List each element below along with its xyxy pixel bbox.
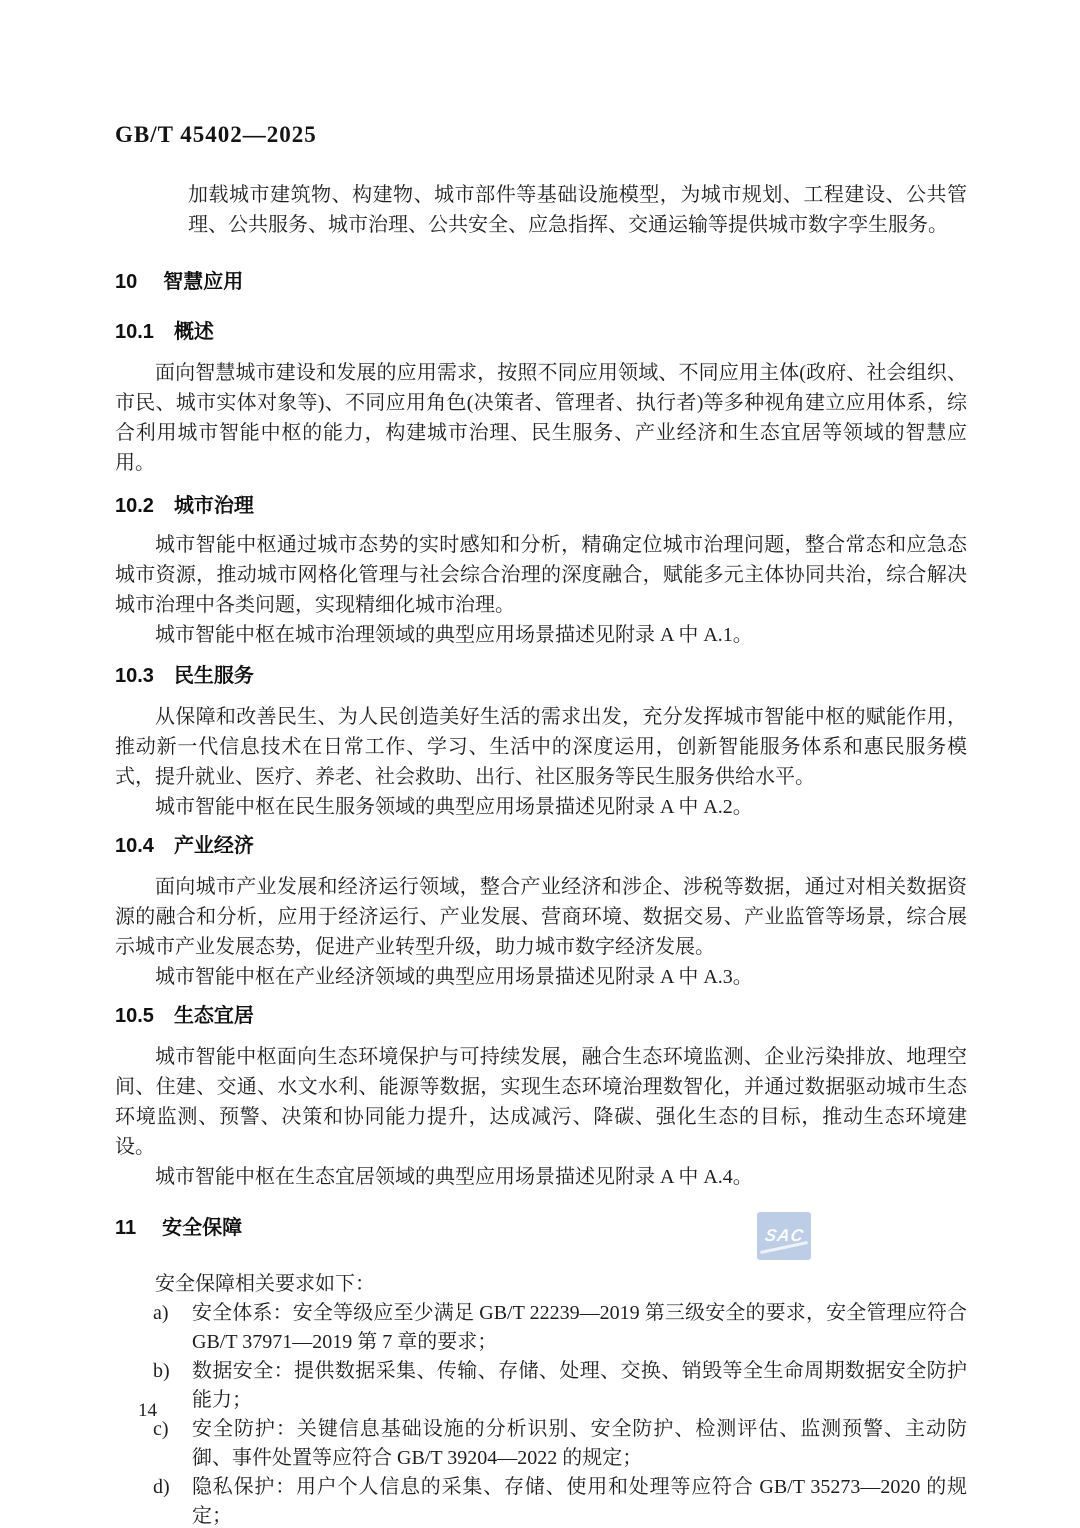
section-10-5-paragraph: 城市智能中枢面向生态环境保护与可持续发展，融合生态环境监测、企业污染排放、地理空间、住建、交通、水文水利、能源等数据，实现生态环境治理数智化，并通过数据驱动城市生态环境监测、预警、决策和协同能力提升，达成减污、降碳、强化生态的目标，推动生态环境建设。 [115,1046,967,1158]
section-10-2-title: 城市治理 [173,495,254,517]
list-item-a [115,1299,967,1357]
chapter-11-title: 安全保障 [162,1217,243,1239]
security-requirements-list [115,1299,967,1528]
section-10-3-paragraph: 从保障和改善民生、为人民创造美好生活的需求出发，充分发挥城市智能中枢的赋能作用，推动新一代信息技术在日常工作、学习、生活中的深度运用，创新智能服务体系和惠民服务模式，提升就业、医疗、养老、社会救助、出行、社区服务等民生服务供给水平。 [115,706,967,788]
list-item-b-text: 数据安全：提供数据采集、传输、存储、处理、交换、销毁等全生命周期数据安全防护能力； [192,1360,967,1411]
page-content [115,0,967,1528]
section-10-4-title: 产业经济 [173,835,254,857]
page-number: 14 [138,1400,157,1421]
list-item-d-text: 隐私保护：用户个人信息的采集、存储、使用和处理等应符合 GB/T 35273—2020 的规定； [192,1476,967,1527]
chapter-11-number: 11 [115,1217,137,1239]
sac-watermark-label: SAC [762,1226,806,1245]
section-10-3-title: 民生服务 [173,665,254,687]
chapter-11-heading [115,1214,967,1242]
section-10-2 [115,492,967,650]
section-10-2-heading [115,492,967,520]
section-10-3-annex-ref: 城市智能中枢在民生服务领域的典型应用场景描述见附录 A 中 A.2。 [155,796,753,818]
list-item-c-text: 安全防护：关键信息基础设施的分析识别、安全防护、检测评估、监测预警、主动防御、事件处置等应符合 GB/T 39204—2022 的规定； [192,1418,967,1469]
section-10-4-paragraph: 面向城市产业发展和经济运行领域，整合产业经济和涉企、涉税等数据，通过对相关数据资源的融合和分析，应用于经济运行、产业发展、营商环境、数据交易、产业监管等场景，综合展示城市产业发展态势，促进产业转型升级，助力城市数字经济发展。 [115,876,967,958]
section-10-3-number: 10.3 [115,665,154,687]
continuation-paragraph: 加载城市建筑物、构建物、城市部件等基础设施模型，为城市规划、工程建设、公共管理、公共服务、城市治理、公共安全、应急指挥、交通运输等提供城市数字孪生服务。 [188,184,967,236]
list-item-c [115,1415,967,1473]
section-10-3 [115,662,967,822]
section-10-1-title: 概述 [173,321,214,343]
security-requirements-lead: 安全保障相关要求如下： [155,1273,375,1295]
section-10-5 [115,1002,967,1192]
section-10-2-number: 10.2 [115,495,154,517]
list-item-a-text: 安全体系：安全等级应至少满足 GB/T 22239—2019 第三级安全的要求，安全管理应符合 GB/T 37971—2019 第 7 章的要求； [192,1302,967,1353]
list-item-d [115,1473,967,1528]
list-item-b [115,1357,967,1415]
section-10-3-heading [115,662,967,690]
list-item-a-marker: a) [153,1302,169,1324]
section-10-4 [115,832,967,992]
section-10-4-annex-ref: 城市智能中枢在产业经济领域的典型应用场景描述见附录 A 中 A.3。 [155,966,753,988]
section-10-5-title: 生态宜居 [173,1005,254,1027]
list-item-d-marker: d) [153,1476,170,1498]
section-10-4-heading [115,832,967,860]
section-10-1-number: 10.1 [115,321,154,343]
chapter-10-heading [115,268,967,296]
standard-code: GB/T 45402—2025 [115,122,317,147]
section-10-1-heading [115,318,967,346]
list-item-b-marker: b) [153,1360,170,1382]
sac-watermark-icon [757,1212,811,1260]
chapter-10-number: 10 [115,271,138,293]
section-10-5-annex-ref: 城市智能中枢在生态宜居领域的典型应用场景描述见附录 A 中 A.4。 [155,1166,753,1188]
section-10-1-paragraph: 面向智慧城市建设和发展的应用需求，按照不同应用领域、不同应用主体(政府、社会组织、市民、城市实体对象等)、不同应用角色(决策者、管理者、执行者)等多种视角建立应用体系，综合利用城市智能中枢的能力，构建城市治理、民生服务、产业经济和生态宜居等领域的智慧应用。 [115,362,967,474]
section-10-2-paragraph: 城市智能中枢通过城市态势的实时感知和分析，精确定位城市治理问题，整合常态和应急态城市资源，推动城市网格化管理与社会综合治理的深度融合，赋能多元主体协同共治，综合解决城市治理中各类问题，实现精细化城市治理。 [115,534,967,616]
section-10-1 [115,318,967,478]
list-item-c-marker: c) [153,1418,169,1440]
chapter-10-title: 智慧应用 [163,271,244,293]
section-10-4-number: 10.4 [115,835,154,857]
section-10-5-heading [115,1002,967,1030]
section-10-5-number: 10.5 [115,1005,154,1027]
section-10-2-annex-ref: 城市智能中枢在城市治理领域的典型应用场景描述见附录 A 中 A.1。 [155,624,753,646]
